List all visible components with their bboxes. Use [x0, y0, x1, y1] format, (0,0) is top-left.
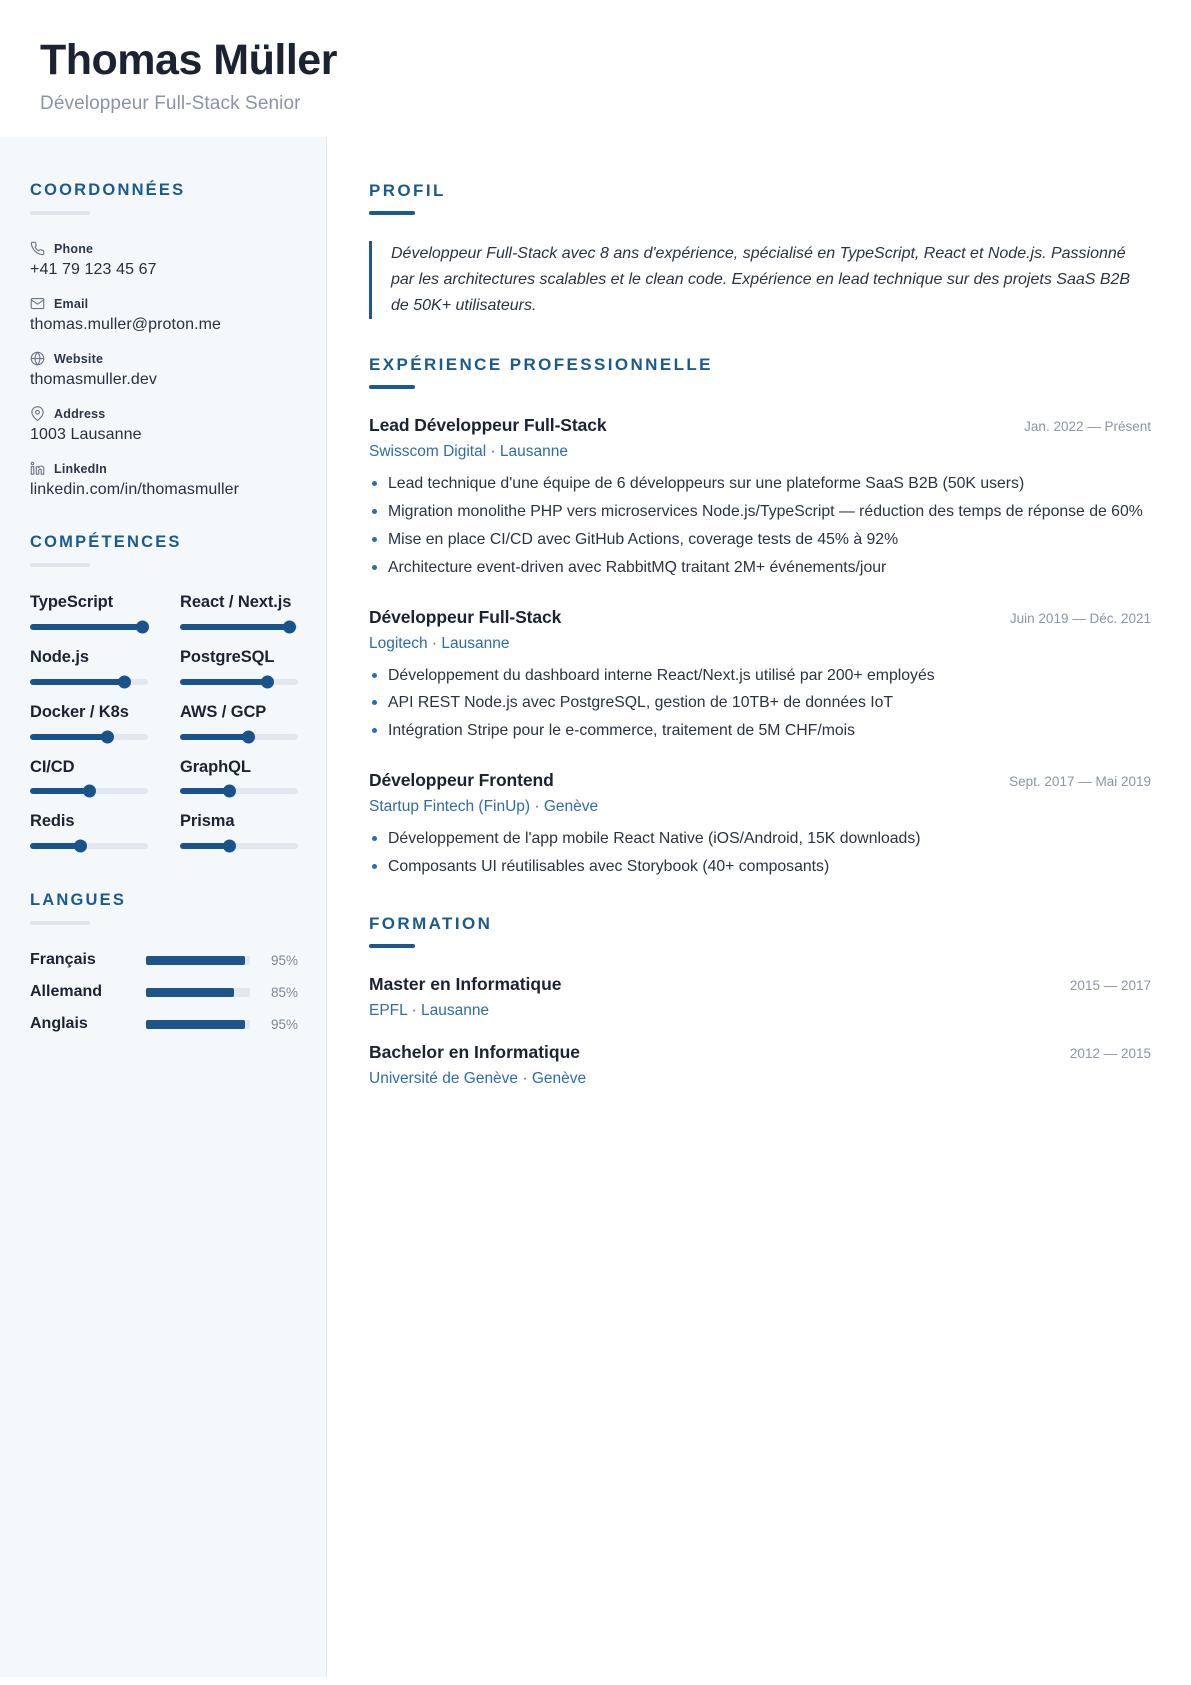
education-section-title: FORMATION [369, 914, 493, 934]
language-item [30, 983, 298, 1001]
profile-section [369, 181, 1151, 319]
language-bar-fill [146, 988, 234, 997]
skill-bar [180, 679, 298, 685]
language-item [30, 1015, 298, 1033]
contact-value[interactable]: linkedin.com/in/thomasmuller [30, 481, 240, 499]
skill-item [30, 703, 148, 750]
skill-name: React / Next.js [180, 593, 292, 612]
skill-item [180, 758, 298, 805]
contact-item-address [30, 406, 298, 444]
skill-bar-knob [242, 730, 255, 743]
skill-bar-knob [261, 675, 274, 688]
skill-item [30, 593, 148, 640]
experience-date: Jan. 2022 — Présent [1024, 418, 1151, 434]
contact-label-text: Address [54, 406, 106, 421]
education-item [369, 1042, 1151, 1088]
skill-bar-knob [223, 840, 236, 853]
skill-name: Redis [30, 812, 75, 831]
language-bar [146, 956, 250, 965]
skill-bar [180, 788, 298, 794]
experience-date: Juin 2019 — Déc. 2021 [1009, 610, 1151, 626]
skill-bar [30, 734, 148, 740]
experience-bullet: Intégration Stripe pour le e-commerce, traitement de 5M CHF/mois [369, 718, 1151, 744]
contact-label [30, 296, 298, 311]
education-degree: Bachelor en Informatique [369, 1042, 581, 1063]
experience-company: Startup Fintech (FinUp) · Genève [369, 798, 599, 816]
language-bar [146, 988, 250, 997]
language-name: Français [30, 951, 96, 969]
experience-company: Swisscom Digital · Lausanne [369, 442, 569, 460]
skill-bar [180, 734, 298, 740]
skill-bar [180, 624, 298, 630]
skill-name: PostgreSQL [180, 647, 275, 666]
skill-bar-knob [118, 675, 131, 688]
experience-bullet: Mise en place CI/CD avec GitHub Actions, coverage tests de 45% à 92% [369, 527, 1151, 553]
section-divider [369, 211, 415, 215]
skill-bar-knob [223, 785, 236, 798]
skill-grid [30, 593, 298, 859]
language-percent: 95% [270, 952, 298, 968]
experience-bullet: Architecture event-driven avec RabbitMQ traitant 2M+ événements/jour [369, 555, 1151, 581]
section-divider [30, 563, 90, 567]
candidate-role: Développeur Full-Stack Senior [40, 93, 301, 115]
education-section [369, 914, 1151, 1088]
profile-text: Développeur Full-Stack avec 8 ans d'expérience, spécialisé en TypeScript, React et Node.js. Passionné par les architectures scalables et le clean code. Expérience en lead technique sur des projets SaaS B2B de 50K+ utilisateurs. [369, 241, 1151, 319]
language-percent: 85% [270, 984, 298, 1000]
experience-bullet: Migration monolithe PHP vers microservices Node.js/TypeScript — réduction des temps de réponse de 60% [369, 499, 1151, 525]
contact-item-phone [30, 241, 298, 279]
skill-bar [30, 624, 148, 630]
contact-item-website [30, 351, 298, 389]
skills-section [30, 533, 298, 859]
globe-icon [30, 351, 45, 366]
section-divider [30, 921, 90, 925]
linkedin-icon [30, 461, 45, 476]
skill-bar-fill [30, 734, 108, 740]
skill-bar [30, 843, 148, 849]
experience-item [369, 415, 1151, 581]
skill-item [30, 648, 148, 695]
contact-label-text: LinkedIn [54, 461, 107, 476]
resume-header [0, 0, 1191, 137]
section-divider [369, 944, 415, 948]
contact-item-email [30, 296, 298, 334]
skill-name: Node.js [30, 647, 89, 666]
experience-item [369, 607, 1151, 745]
education-header [369, 974, 1151, 995]
contact-label [30, 241, 298, 256]
skill-bar-knob [283, 620, 296, 633]
experience-bullet: Composants UI réutilisables avec Storybook (40+ composants) [369, 854, 1151, 880]
experience-bullets [369, 663, 1151, 745]
experience-bullet: API REST Node.js avec PostgreSQL, gestion de 10TB+ de données IoT [369, 690, 1151, 716]
experience-bullets [369, 826, 1151, 880]
location-pin-icon [30, 406, 45, 421]
skill-bar-knob [74, 840, 87, 853]
candidate-name: Thomas Müller [40, 36, 337, 84]
phone-icon [30, 241, 45, 256]
experience-role: Développeur Full-Stack [369, 606, 562, 627]
skill-bar-fill [180, 624, 290, 630]
experience-header [369, 607, 1151, 628]
contact-label-text: Email [54, 296, 89, 311]
contact-label [30, 351, 298, 366]
language-name: Anglais [30, 1015, 88, 1033]
contact-section-title: COORDONNÉES [30, 181, 186, 200]
language-name: Allemand [30, 983, 103, 1001]
contact-label [30, 406, 298, 421]
experience-bullet: Lead technique d'une équipe de 6 développeurs sur une plateforme SaaS B2B (50K users) [369, 471, 1151, 497]
skill-bar-knob [101, 730, 114, 743]
skill-name: AWS / GCP [180, 702, 267, 721]
skill-item [30, 812, 148, 859]
sidebar [0, 137, 327, 1677]
skill-bar-fill [30, 624, 142, 630]
contact-label [30, 461, 298, 476]
language-percent: 95% [270, 1016, 298, 1032]
main-content [327, 137, 1191, 1677]
experience-date: Sept. 2017 — Mai 2019 [1009, 774, 1151, 790]
skill-item [180, 593, 298, 640]
experience-bullet: Développement de l'app mobile React Native (iOS/Android, 15K downloads) [369, 826, 1151, 852]
skill-bar-fill [30, 788, 89, 794]
resume-columns [0, 137, 1191, 1677]
skill-bar-fill [30, 843, 81, 849]
experience-role: Développeur Frontend [369, 770, 554, 791]
contact-value[interactable]: thomasmuller.dev [30, 371, 157, 389]
experience-item [369, 770, 1151, 880]
education-date: 2015 — 2017 [1069, 978, 1151, 994]
skill-bar-fill [180, 679, 267, 685]
skill-item [180, 703, 298, 750]
experience-section-title: EXPÉRIENCE PROFESSIONNELLE [369, 354, 713, 374]
language-bar-fill [146, 1020, 245, 1029]
experience-header [369, 415, 1151, 436]
contact-value[interactable]: 1003 Lausanne [30, 426, 142, 444]
skill-name: CI/CD [30, 757, 75, 776]
contact-label-text: Website [54, 351, 104, 366]
skills-section-title: COMPÉTENCES [30, 533, 182, 552]
language-bar-fill [146, 956, 245, 965]
experience-company: Logitech · Lausanne [369, 634, 510, 652]
language-list [30, 951, 298, 1033]
experience-header [369, 770, 1151, 791]
skill-item [30, 758, 148, 805]
contact-value[interactable]: +41 79 123 45 67 [30, 261, 157, 279]
contact-label-text: Phone [54, 241, 94, 256]
experience-bullets [369, 471, 1151, 581]
profile-section-title: PROFIL [369, 181, 446, 201]
experience-section [369, 355, 1151, 880]
education-school: EPFL · Lausanne [369, 1002, 490, 1020]
skill-bar [30, 788, 148, 794]
skill-name: Docker / K8s [30, 702, 129, 721]
skill-bar-fill [180, 734, 248, 740]
education-item [369, 974, 1151, 1020]
experience-role: Lead Développeur Full-Stack [369, 414, 607, 435]
experience-bullet: Développement du dashboard interne React/Next.js utilisé par 200+ employés [369, 663, 1151, 689]
contact-item-linkedin [30, 461, 298, 499]
education-degree: Master en Informatique [369, 974, 562, 995]
skill-name: TypeScript [30, 593, 114, 612]
skill-name: Prisma [180, 812, 235, 831]
skill-bar [180, 843, 298, 849]
section-divider [30, 211, 90, 215]
skill-bar-knob [83, 785, 96, 798]
education-list [369, 974, 1151, 1088]
skill-item [180, 812, 298, 859]
education-school: Université de Genève · Genève [369, 1070, 587, 1088]
contact-section [30, 181, 298, 499]
email-icon [30, 296, 45, 311]
languages-section-title: LANGUES [30, 891, 127, 910]
education-header [369, 1042, 1151, 1063]
contact-value[interactable]: thomas.muller@proton.me [30, 316, 222, 334]
experience-list [369, 415, 1151, 880]
skill-item [180, 648, 298, 695]
skill-name: GraphQL [180, 757, 251, 776]
contact-list [30, 241, 298, 499]
skill-bar [30, 679, 148, 685]
languages-section [30, 891, 298, 1033]
education-date: 2012 — 2015 [1069, 1046, 1151, 1062]
skill-bar-knob [136, 620, 149, 633]
language-bar [146, 1020, 250, 1029]
section-divider [369, 385, 415, 389]
skill-bar-fill [30, 679, 124, 685]
language-item [30, 951, 298, 969]
